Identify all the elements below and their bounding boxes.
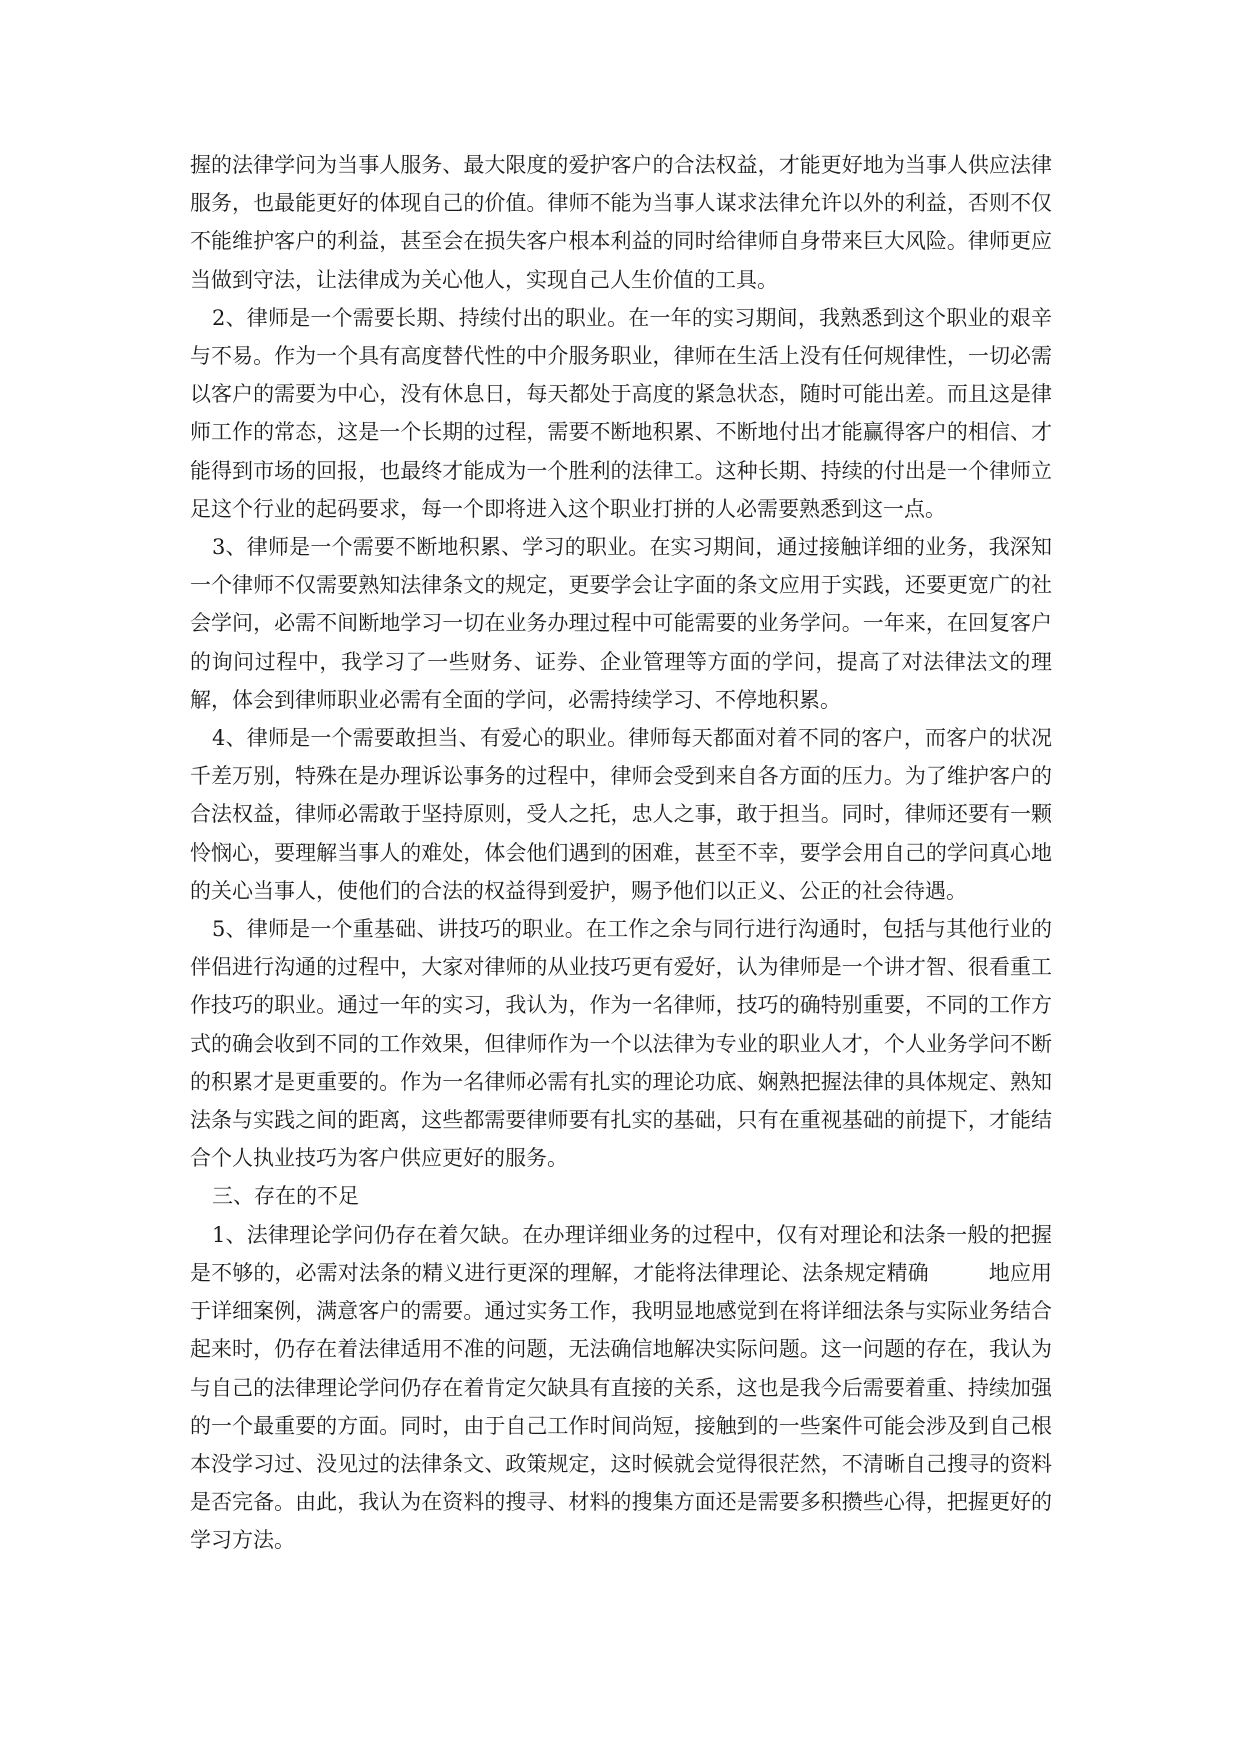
paragraph-point-5: 5、律师是一个重基础、讲技巧的职业。在工作之余与同行进行沟通时，包括与其他行业的伴侣进行沟通的过程中，大家对律师的从业技巧更有爱好，认为律师是一个讲才智、很看重工作技巧的职业。通过一年的实习，我认为，作为一名律师，技巧的确特别重要，不同的工作方式的确会收到不同的工作效果，但律师作为一个以法律为专业的职业人才，个人业务学问不断的积累才是更重要的。作为一名律师必需有扎实的理论功底、娴熟把握法律的具体规定、熟知法条与实践之间的距离，这些都需要律师要有扎实的基础，只有在重视基础的前提下，才能结合个人执业技巧为客户供应更好的服务。 [190,917,1052,1171]
paragraph-point-4: 4、律师是一个需要敢担当、有爱心的职业。律师每天都面对着不同的客户，而客户的状况千差万别，特殊在是办理诉讼事务的过程中，律师会受到来自各方面的压力。为了维护客户的合法权益，律师必需敢于坚持原则，受人之托，忠人之事，敢于担当。同时，律师还要有一颗怜悯心，要理解当事人的难处，体会他们遇到的困难，甚至不幸，要学会用自己的学问真心地的关心当事人，使他们的合法的权益得到爱护，赐予他们以正义、公正的社会待遇。 [190,726,1052,903]
paragraph-point-2: 2、律师是一个需要长期、持续付出的职业。在一年的实习期间，我熟悉到这个职业的艰辛与不易。作为一个具有高度替代性的中介服务职业，律师在生活上没有任何规律性，一切必需以客户的需要为中心，没有休息日，每天都处于高度的紧急状态，随时可能出差。而且这是律师工作的常态，这是一个长期的过程，需要不断地积累、不断地付出才能赢得客户的相信、才能得到市场的回报，也最终才能成为一个胜利的法律工。这种长期、持续的付出是一个律师立足这个行业的起码要求，每一个即将进入这个职业打拼的人必需要熟悉到这一点。 [190,305,1052,521]
paragraph-shortcoming-1-part-a: 1、法律理论学问仍存在着欠缺。在办理详细业务的过程中，仅有对理论和法条一般的把握是不够的，必需对法条的精义进行更深的理解，才能将法律理论、法条规定精确 [190,1222,1052,1285]
paragraph-shortcoming-1-part-b: 地应用于详细案例，满意客户的需要。通过实务工作，我明显地感觉到在将详细法条与实际业务结合起来时，仍存在着法律适用不准的问题，无法确信地解决实际问题。这一问题的存在，我认为与自己的法律理论学问仍存在着肯定欠缺具有直接的关系，这也是我今后需要着重、持续加强的一个最重要的方面。同时，由于自己工作时间尚短，接触到的一些案件可能会涉及到自己根本没学习过、没见过的法律条文、政策规定，这时候就会觉得很茫然，不清晰自己搜寻的资料是否完备。由此，我认为在资料的搜寻、材料的搜集方面还是需要多积攒些心得，把握更好的学习方法。 [190,1260,1053,1553]
paragraph-continuation: 握的法律学问为当事人服务、最大限度的爱护客户的合法权益，才能更好地为当事人供应法律服务，也最能更好的体现自己的价值。律师不能为当事人谋求法律允许以外的利益，否则不仅不能维护客户的利益，甚至会在损失客户根本利益的同时给律师自身带来巨大风险。律师更应当做到守法，让法律成为关心他人，实现自己人生价值的工具。 [190,153,1052,292]
paragraph-shortcoming-1 [190,1216,1052,1560]
document-body [190,146,1052,1560]
paragraph-point-3: 3、律师是一个需要不断地积累、学习的职业。在实习期间，通过接触详细的业务，我深知一个律师不仅需要熟知法律条文的规定，更要学会让字面的条文应用于实践，还要更宽广的社会学问，必需不间断地学习一切在业务办理过程中可能需要的业务学问。一年来，在回复客户的询问过程中，我学习了一些财务、证券、企业管理等方面的学问，提高了对法律法文的理解，体会到律师职业必需有全面的学问，必需持续学习、不停地积累。 [190,535,1052,712]
section-heading-shortcomings: 三、存在的不足 [212,1184,359,1209]
